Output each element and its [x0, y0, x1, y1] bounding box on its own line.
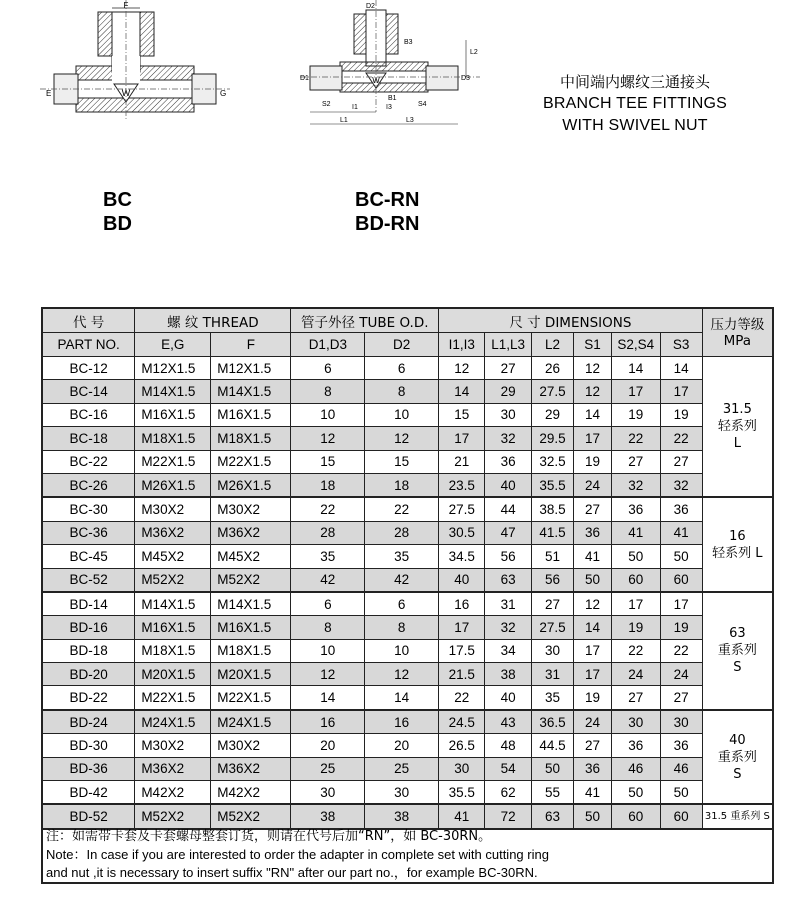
- table-cell: 20: [291, 734, 365, 757]
- title-chinese: 中间端内螺纹三通接头: [559, 73, 710, 91]
- label-i3: I3: [386, 104, 392, 111]
- header-tube: 管子外径 TUBE O.D.: [291, 308, 439, 333]
- part-number-cell: BC-22: [42, 450, 135, 473]
- table-cell: M18X1.5: [211, 639, 291, 662]
- table-cell: 27.5: [531, 380, 573, 403]
- table-cell: 55: [531, 781, 573, 805]
- column-header: PART NO.: [42, 333, 135, 357]
- table-cell: 36: [485, 450, 531, 473]
- table-cell: 15: [291, 450, 365, 473]
- table-cell: 36: [612, 497, 661, 521]
- table-row: [42, 663, 773, 686]
- part-number-cell: BC-36: [42, 521, 135, 544]
- table-cell: 27: [660, 450, 702, 473]
- table-cell: 32: [612, 473, 661, 497]
- table-cell: M14X1.5: [211, 380, 291, 403]
- table-cell: M22X1.5: [135, 450, 211, 473]
- table-row: [42, 357, 773, 380]
- column-header: D2: [365, 333, 439, 357]
- table-row: [42, 521, 773, 544]
- table-cell: 26: [531, 357, 573, 380]
- title-english-line1: BRANCH TEE FITTINGS: [543, 95, 727, 112]
- part-number-cell: BC-18: [42, 427, 135, 450]
- table-cell: 27.5: [439, 497, 485, 521]
- table-cell: 27: [612, 686, 661, 710]
- table-cell: 25: [291, 757, 365, 780]
- code-bd-rn: BD-RN: [355, 213, 420, 235]
- label-l1: L1: [340, 117, 348, 124]
- table-cell: 19: [660, 403, 702, 426]
- table-cell: 36: [574, 521, 612, 544]
- table-cell: 38.5: [531, 497, 573, 521]
- table-cell: 42: [365, 568, 439, 592]
- table-cell: 16: [439, 592, 485, 616]
- table-cell: 24.5: [439, 710, 485, 734]
- table-cell: 29.5: [531, 427, 573, 450]
- table-cell: M24X1.5: [211, 710, 291, 734]
- table-cell: 25: [365, 757, 439, 780]
- part-number-cell: BD-52: [42, 804, 135, 828]
- table-cell: M12X1.5: [135, 357, 211, 380]
- table-cell: M30X2: [135, 497, 211, 521]
- table-cell: 36: [660, 734, 702, 757]
- table-cell: 50: [660, 781, 702, 805]
- table-cell: 30: [439, 757, 485, 780]
- table-cell: M24X1.5: [135, 710, 211, 734]
- table-cell: 47: [485, 521, 531, 544]
- table-cell: 36: [660, 497, 702, 521]
- table-row: [42, 592, 773, 616]
- header-dimensions: 尺 寸 DIMENSIONS: [439, 308, 703, 333]
- part-number-cell: BC-30: [42, 497, 135, 521]
- table-cell: M18X1.5: [211, 427, 291, 450]
- table-cell: 12: [574, 592, 612, 616]
- label-i1: I1: [352, 104, 358, 111]
- table-cell: 60: [660, 568, 702, 592]
- header-thread: 螺 纹 THREAD: [135, 308, 291, 333]
- table-cell: 29: [485, 380, 531, 403]
- table-cell: 46: [612, 757, 661, 780]
- table-cell: 40: [439, 568, 485, 592]
- table-cell: 30: [531, 639, 573, 662]
- table-cell: 27: [485, 357, 531, 380]
- table-cell: M12X1.5: [211, 357, 291, 380]
- note-chinese: 注：如需带卡套及卡套螺母整套订货，则请在代号后加“RN”，如 BC-30RN。: [46, 829, 492, 844]
- table-cell: 63: [485, 568, 531, 592]
- column-header: L1,L3: [485, 333, 531, 357]
- bcrn-drawing: [300, 0, 480, 130]
- table-cell: M52X2: [135, 568, 211, 592]
- header-code: 代 号: [42, 308, 135, 333]
- table-cell: 32: [660, 473, 702, 497]
- table-row: [42, 450, 773, 473]
- table-cell: 34.5: [439, 545, 485, 568]
- table-cell: 6: [365, 357, 439, 380]
- table-cell: M14X1.5: [135, 592, 211, 616]
- table-cell: 35.5: [531, 473, 573, 497]
- table-cell: 19: [574, 450, 612, 473]
- title-block: [520, 72, 750, 137]
- table-cell: 51: [531, 545, 573, 568]
- code-bc-rn: BC-RN: [355, 189, 420, 211]
- note-english-line1: Note：In case if you are interested to order the adapter in complete set with cutting ring: [46, 847, 549, 862]
- table-cell: 17: [660, 380, 702, 403]
- table-cell: 35: [531, 686, 573, 710]
- table-cell: 6: [291, 592, 365, 616]
- table-cell: 17: [439, 427, 485, 450]
- part-number-cell: BD-22: [42, 686, 135, 710]
- table-cell: 41.5: [531, 521, 573, 544]
- pressure-class-cell: 31.5 轻系列 L: [702, 357, 773, 498]
- table-cell: 30.5: [439, 521, 485, 544]
- table-cell: 12: [291, 663, 365, 686]
- table-cell: 56: [485, 545, 531, 568]
- table-cell: 27: [574, 497, 612, 521]
- table-cell: 17: [574, 663, 612, 686]
- table-cell: 14: [574, 616, 612, 639]
- table-cell: 40: [485, 473, 531, 497]
- table-cell: 35: [291, 545, 365, 568]
- table-cell: 44.5: [531, 734, 573, 757]
- part-number-cell: BC-14: [42, 380, 135, 403]
- table-cell: 15: [365, 450, 439, 473]
- table-row: [42, 427, 773, 450]
- table-cell: 12: [574, 380, 612, 403]
- table-cell: M42X2: [211, 781, 291, 805]
- code-labels-left: [103, 188, 132, 236]
- table-row: [42, 545, 773, 568]
- table-row: [42, 616, 773, 639]
- table-cell: 17.5: [439, 639, 485, 662]
- table-cell: 17: [574, 639, 612, 662]
- table-cell: 14: [660, 357, 702, 380]
- table-cell: 19: [612, 616, 661, 639]
- code-labels-right: [355, 188, 419, 236]
- table-cell: 41: [574, 545, 612, 568]
- part-number-cell: BD-20: [42, 663, 135, 686]
- table-row: [42, 403, 773, 426]
- table-cell: 6: [291, 357, 365, 380]
- table-cell: 10: [365, 639, 439, 662]
- table-cell: 29: [531, 403, 573, 426]
- part-number-cell: BC-12: [42, 357, 135, 380]
- pressure-class-cell: 40 重系列 S: [702, 710, 773, 805]
- table-cell: M22X1.5: [135, 686, 211, 710]
- table-cell: 24: [612, 663, 661, 686]
- table-cell: 12: [365, 427, 439, 450]
- column-header: S3: [660, 333, 702, 357]
- header-pressure: 压力等级 MPa: [702, 308, 773, 357]
- label-g: G: [220, 89, 227, 98]
- table-cell: 54: [485, 757, 531, 780]
- table-cell: 22: [612, 639, 661, 662]
- table-cell: 20: [365, 734, 439, 757]
- table-cell: 14: [365, 686, 439, 710]
- table-cell: 8: [291, 616, 365, 639]
- table-cell: 50: [660, 545, 702, 568]
- part-number-cell: BD-30: [42, 734, 135, 757]
- table-cell: 24: [574, 710, 612, 734]
- table-cell: M45X2: [135, 545, 211, 568]
- table-cell: M18X1.5: [135, 427, 211, 450]
- column-header: F: [211, 333, 291, 357]
- table-cell: 12: [291, 427, 365, 450]
- table-row: [42, 710, 773, 734]
- part-number-cell: BD-18: [42, 639, 135, 662]
- pressure-class-cell: 31.5 重系列 S: [702, 804, 773, 828]
- table-cell: 8: [365, 380, 439, 403]
- spec-table: [41, 307, 774, 830]
- table-cell: 62: [485, 781, 531, 805]
- table-cell: M52X2: [211, 568, 291, 592]
- table-cell: M20X1.5: [135, 663, 211, 686]
- header-columns: [42, 333, 773, 357]
- column-header: I1,I3: [439, 333, 485, 357]
- part-number-cell: BC-45: [42, 545, 135, 568]
- table-cell: 27.5: [531, 616, 573, 639]
- label-d2: D2: [366, 3, 375, 10]
- table-cell: 36.5: [531, 710, 573, 734]
- table-cell: 46: [660, 757, 702, 780]
- table-cell: M16X1.5: [135, 403, 211, 426]
- table-cell: 12: [574, 357, 612, 380]
- table-cell: 17: [612, 380, 661, 403]
- table-cell: 38: [485, 663, 531, 686]
- table-cell: M16X1.5: [135, 616, 211, 639]
- table-cell: M52X2: [211, 804, 291, 828]
- label-e: E: [46, 89, 52, 98]
- table-cell: M20X1.5: [211, 663, 291, 686]
- table-cell: 44: [485, 497, 531, 521]
- table-cell: 50: [612, 781, 661, 805]
- table-cell: 32: [485, 616, 531, 639]
- label-l2: L2: [470, 49, 478, 56]
- svg-text:W: W: [121, 88, 131, 98]
- table-cell: 28: [365, 521, 439, 544]
- table-cell: 19: [660, 616, 702, 639]
- table-cell: 22: [660, 427, 702, 450]
- table-cell: 10: [291, 639, 365, 662]
- label-d1: D1: [300, 75, 309, 82]
- table-cell: M36X2: [211, 757, 291, 780]
- column-header: D1,D3: [291, 333, 365, 357]
- table-cell: 14: [291, 686, 365, 710]
- table-cell: 35.5: [439, 781, 485, 805]
- table-cell: 21.5: [439, 663, 485, 686]
- part-number-cell: BC-52: [42, 568, 135, 592]
- label-b3: B3: [404, 39, 413, 46]
- pressure-class-cell: 63 重系列 S: [702, 592, 773, 710]
- table-row: [42, 734, 773, 757]
- table-cell: 30: [660, 710, 702, 734]
- table-cell: M16X1.5: [211, 403, 291, 426]
- table-cell: 30: [365, 781, 439, 805]
- table-cell: 41: [660, 521, 702, 544]
- table-cell: 41: [574, 781, 612, 805]
- table-cell: 27: [612, 450, 661, 473]
- table-cell: 12: [365, 663, 439, 686]
- table-cell: 24: [574, 473, 612, 497]
- table-cell: 16: [291, 710, 365, 734]
- table-cell: M30X2: [211, 497, 291, 521]
- table-cell: 38: [291, 804, 365, 828]
- table-cell: M45X2: [211, 545, 291, 568]
- part-number-cell: BD-36: [42, 757, 135, 780]
- table-cell: 60: [612, 804, 661, 828]
- table-cell: 26.5: [439, 734, 485, 757]
- table-cell: 22: [439, 686, 485, 710]
- table-cell: 50: [574, 568, 612, 592]
- table-cell: 32.5: [531, 450, 573, 473]
- table-row: [42, 473, 773, 497]
- table-cell: 14: [574, 403, 612, 426]
- table-cell: 22: [660, 639, 702, 662]
- table-cell: 72: [485, 804, 531, 828]
- bc-drawing: [40, 0, 230, 140]
- part-number-cell: BD-16: [42, 616, 135, 639]
- spec-body: [42, 357, 773, 829]
- part-number-cell: BD-42: [42, 781, 135, 805]
- title-english-line2: WITH SWIVEL NUT: [562, 117, 708, 134]
- table-row: [42, 639, 773, 662]
- table-cell: 41: [439, 804, 485, 828]
- table-cell: 63: [531, 804, 573, 828]
- table-cell: 31: [531, 663, 573, 686]
- table-cell: 10: [291, 403, 365, 426]
- label-l3: L3: [406, 117, 414, 124]
- table-cell: 36: [612, 734, 661, 757]
- table-row: [42, 757, 773, 780]
- table-cell: 22: [291, 497, 365, 521]
- table-cell: 14: [439, 380, 485, 403]
- table-cell: 17: [612, 592, 661, 616]
- table-cell: 30: [612, 710, 661, 734]
- svg-text:W: W: [372, 76, 380, 85]
- table-cell: 17: [439, 616, 485, 639]
- table-cell: M14X1.5: [135, 380, 211, 403]
- table-cell: 24: [660, 663, 702, 686]
- table-cell: 40: [485, 686, 531, 710]
- table-cell: M52X2: [135, 804, 211, 828]
- table-cell: 27: [531, 592, 573, 616]
- table-cell: 17: [660, 592, 702, 616]
- table-row: [42, 568, 773, 592]
- table-cell: 14: [612, 357, 661, 380]
- table-cell: 12: [439, 357, 485, 380]
- notes: [41, 825, 774, 884]
- table-cell: 43: [485, 710, 531, 734]
- table-cell: M30X2: [211, 734, 291, 757]
- code-bc: BC: [103, 189, 132, 211]
- table-cell: 28: [291, 521, 365, 544]
- table-cell: 19: [574, 686, 612, 710]
- table-cell: M30X2: [135, 734, 211, 757]
- table-cell: M14X1.5: [211, 592, 291, 616]
- table-cell: 34: [485, 639, 531, 662]
- column-header: L2: [531, 333, 573, 357]
- table-cell: M18X1.5: [135, 639, 211, 662]
- table-cell: 41: [612, 521, 661, 544]
- table-cell: 8: [291, 380, 365, 403]
- table-cell: 31: [485, 592, 531, 616]
- table-cell: 27: [660, 686, 702, 710]
- part-number-cell: BC-16: [42, 403, 135, 426]
- label-f: F: [123, 1, 129, 10]
- table-row: [42, 497, 773, 521]
- label-d3: D3: [461, 75, 470, 82]
- column-header: S1: [574, 333, 612, 357]
- table-cell: 30: [291, 781, 365, 805]
- table-cell: M36X2: [135, 757, 211, 780]
- table-cell: 10: [365, 403, 439, 426]
- table-cell: 48: [485, 734, 531, 757]
- column-header: E,G: [135, 333, 211, 357]
- table-cell: M16X1.5: [211, 616, 291, 639]
- table-cell: 8: [365, 616, 439, 639]
- part-number-cell: BD-24: [42, 710, 135, 734]
- table-cell: 15: [439, 403, 485, 426]
- table-cell: 30: [485, 403, 531, 426]
- table-cell: 19: [612, 403, 661, 426]
- table-cell: M36X2: [211, 521, 291, 544]
- table-cell: 17: [574, 427, 612, 450]
- label-s4: S4: [418, 101, 427, 108]
- table-cell: M36X2: [135, 521, 211, 544]
- table-cell: M26X1.5: [211, 473, 291, 497]
- column-header: S2,S4: [612, 333, 661, 357]
- table-cell: 16: [365, 710, 439, 734]
- table-cell: 22: [612, 427, 661, 450]
- table-cell: 60: [660, 804, 702, 828]
- part-number-cell: BD-14: [42, 592, 135, 616]
- table-cell: 50: [531, 757, 573, 780]
- table-cell: 6: [365, 592, 439, 616]
- label-b1: B1: [388, 95, 397, 102]
- table-row: [42, 781, 773, 805]
- table-cell: M26X1.5: [135, 473, 211, 497]
- table-cell: 38: [365, 804, 439, 828]
- table-cell: 32: [485, 427, 531, 450]
- table-cell: 27: [574, 734, 612, 757]
- table-cell: M42X2: [135, 781, 211, 805]
- table-row: [42, 686, 773, 710]
- pressure-class-cell: 16 轻系列 L: [702, 497, 773, 592]
- table-cell: 42: [291, 568, 365, 592]
- table-cell: 22: [365, 497, 439, 521]
- part-number-cell: BC-26: [42, 473, 135, 497]
- note-english-line2: and nut ,it is necessary to insert suffix "RN" after our part no.，for example BC-30RN.: [46, 865, 538, 880]
- code-bd: BD: [103, 213, 132, 235]
- table-cell: 35: [365, 545, 439, 568]
- table-cell: 50: [612, 545, 661, 568]
- table-cell: 18: [291, 473, 365, 497]
- table-cell: 18: [365, 473, 439, 497]
- table-cell: 23.5: [439, 473, 485, 497]
- table-cell: M22X1.5: [211, 686, 291, 710]
- table-row: [42, 380, 773, 403]
- table-cell: 56: [531, 568, 573, 592]
- label-s2: S2: [322, 101, 331, 108]
- table-cell: 36: [574, 757, 612, 780]
- table-cell: M22X1.5: [211, 450, 291, 473]
- table-cell: 50: [574, 804, 612, 828]
- table-cell: 60: [612, 568, 661, 592]
- table-cell: 21: [439, 450, 485, 473]
